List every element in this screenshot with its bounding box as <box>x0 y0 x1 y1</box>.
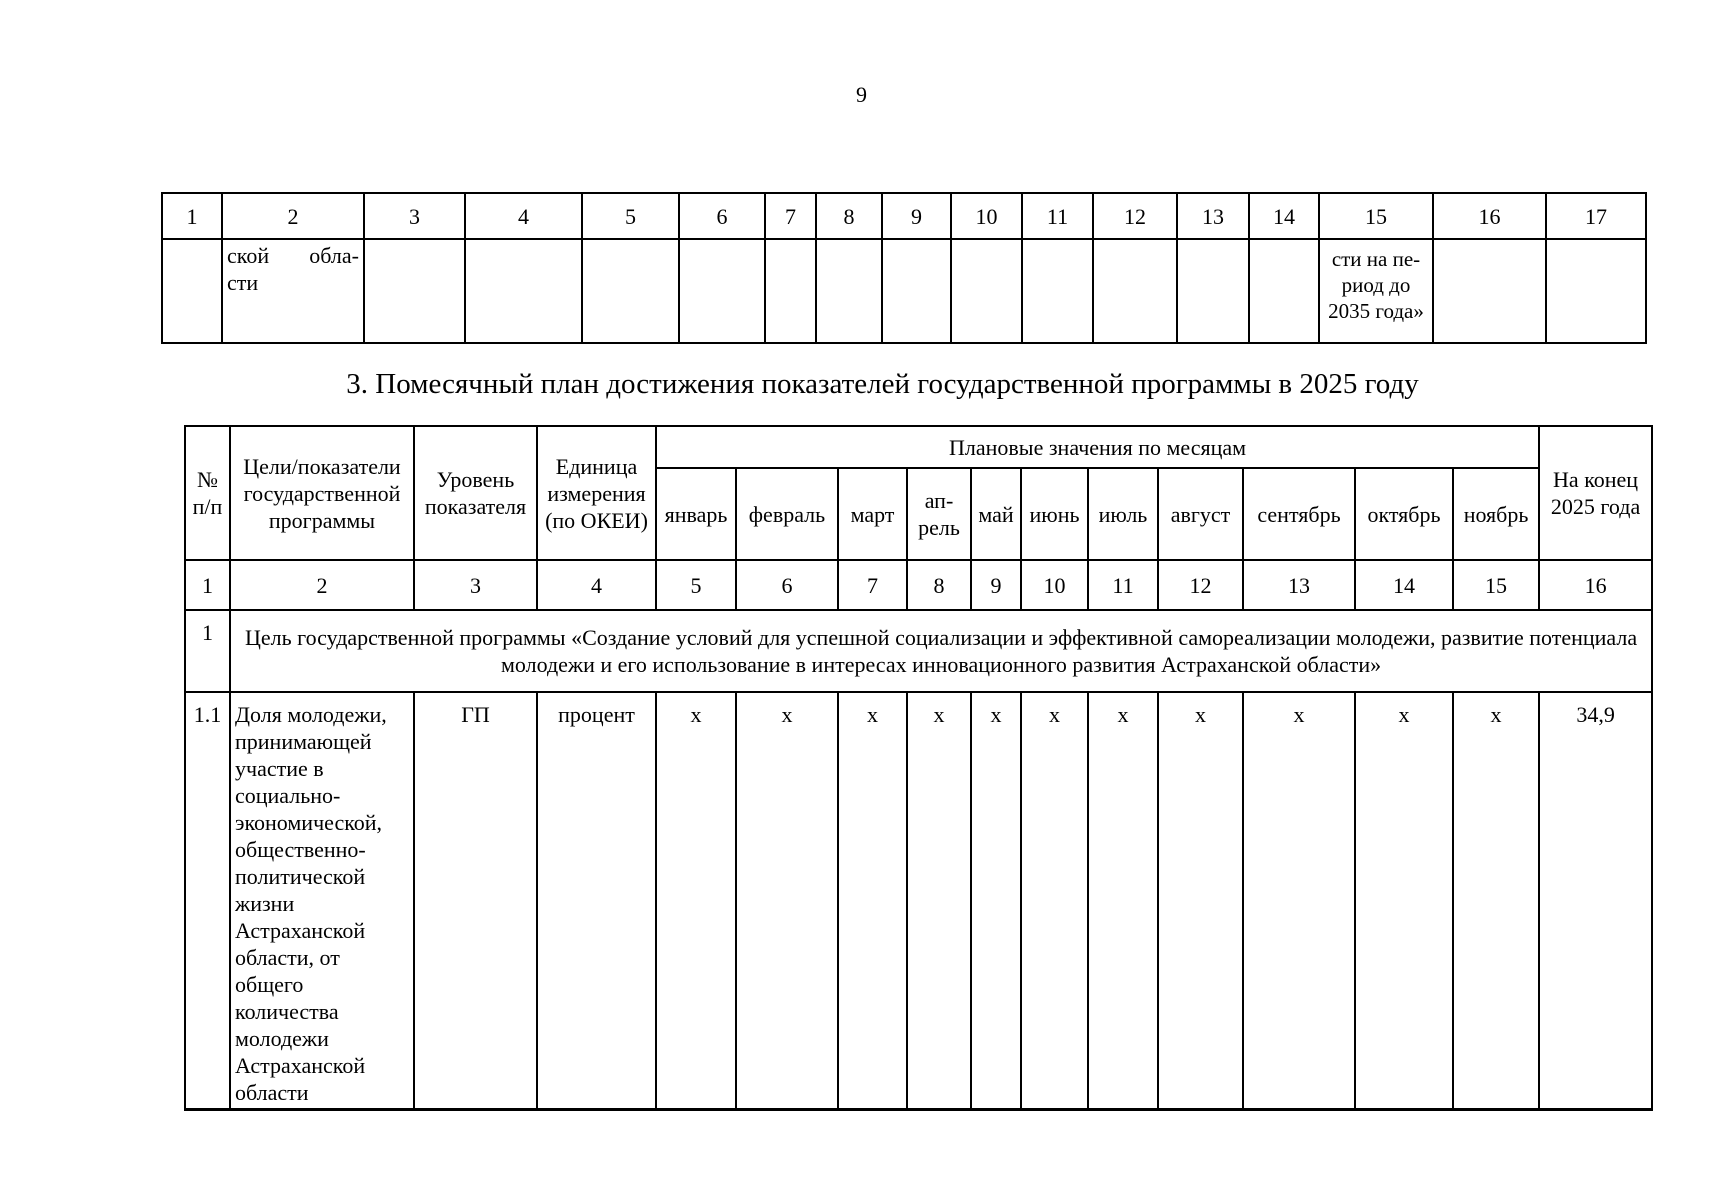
table-cell <box>951 239 1022 343</box>
table-cell <box>162 239 222 343</box>
section-title: 3. Помесячный план достижения показателей государственной программы в 2025 году <box>346 368 1419 400</box>
month-header: июль <box>1088 468 1158 560</box>
table-cell <box>1249 239 1319 343</box>
program-text-line: риод до <box>1341 273 1411 297</box>
monthly-value: х <box>656 692 736 1110</box>
column-number: 6 <box>679 193 765 239</box>
column-number: 15 <box>1319 193 1433 239</box>
monthly-value: х <box>907 692 971 1110</box>
column-number: 15 <box>1453 560 1539 610</box>
column-number: 3 <box>364 193 465 239</box>
table-cell <box>1177 239 1249 343</box>
month-header: февраль <box>736 468 838 560</box>
goal-row <box>185 610 1652 692</box>
table-cell <box>582 239 679 343</box>
column-number: 16 <box>1433 193 1546 239</box>
program-text-line: сти на пе- <box>1331 247 1421 271</box>
goal-number: 1 <box>185 610 230 692</box>
program-text-line: 2035 года» <box>1328 299 1424 323</box>
column-number: 13 <box>1177 193 1249 239</box>
month-header: октябрь <box>1355 468 1453 560</box>
table-cell <box>1022 239 1093 343</box>
column-number: 7 <box>838 560 907 610</box>
column-number: 10 <box>1021 560 1088 610</box>
indicator-unit: процент <box>537 692 656 1110</box>
column-number: 1 <box>185 560 230 610</box>
table-cell <box>1433 239 1546 343</box>
monthly-value: х <box>1088 692 1158 1110</box>
region-text-line: ской обла- <box>227 243 359 268</box>
indicator-name: Доля молодежи, принимающей участие в социально-экономической, общественно-политической жизни Астраханской области, от общего количества молодежи Астраханской области <box>230 692 414 1110</box>
column-number: 1 <box>162 193 222 239</box>
continuation-row <box>162 239 1646 343</box>
table-cell <box>465 239 582 343</box>
column-number: 9 <box>971 560 1021 610</box>
column-number: 10 <box>951 193 1022 239</box>
indicator-number: 1.1 <box>185 692 230 1110</box>
table-cell <box>816 239 882 343</box>
monthly-value: х <box>838 692 907 1110</box>
column-number: 11 <box>1088 560 1158 610</box>
monthly-value: х <box>1243 692 1355 1110</box>
month-header: июнь <box>1021 468 1088 560</box>
page-number: 9 <box>856 82 867 107</box>
monthly-value: х <box>1355 692 1453 1110</box>
column-number: 13 <box>1243 560 1355 610</box>
column-number: 3 <box>414 560 537 610</box>
continuation-column-numbers-row <box>162 193 1646 239</box>
column-number: 11 <box>1022 193 1093 239</box>
column-number: 2 <box>222 193 364 239</box>
header-row <box>185 426 1652 468</box>
column-number: 12 <box>1158 560 1243 610</box>
column-number: 6 <box>736 560 838 610</box>
month-header: май <box>971 468 1021 560</box>
month-header: январь <box>656 468 736 560</box>
table-cell <box>1093 239 1177 343</box>
continuation-table <box>161 192 1647 344</box>
year-end-value: 34,9 <box>1539 692 1652 1110</box>
indicator-row <box>185 692 1652 1110</box>
column-number: 2 <box>230 560 414 610</box>
month-header: ноябрь <box>1453 468 1539 560</box>
monthly-value: х <box>1021 692 1088 1110</box>
column-number: 4 <box>537 560 656 610</box>
column-number: 9 <box>882 193 951 239</box>
monthly-value: х <box>736 692 838 1110</box>
table-cell <box>679 239 765 343</box>
header-level: Уровень показателя <box>414 426 537 560</box>
indicator-level: ГП <box>414 692 537 1110</box>
monthly-value: х <box>1453 692 1539 1110</box>
month-header: март <box>838 468 907 560</box>
header-goals: Цели/показатели государственной программы <box>230 426 414 560</box>
region-text-line: сти <box>227 270 259 295</box>
monthly-value: х <box>1158 692 1243 1110</box>
table-cell <box>1546 239 1646 343</box>
goal-text: Цель государственной программы «Создание условий для успешной социализации и эффективной самореализации молодежи, развитие потенциала молодежи и его использование в интересах инновационного развития Астраханской области» <box>230 610 1652 692</box>
monthly-plan-table <box>184 425 1653 1111</box>
header-year-end: На конец 2025 года <box>1539 426 1652 560</box>
column-number: 14 <box>1249 193 1319 239</box>
column-number: 16 <box>1539 560 1652 610</box>
table-cell <box>882 239 951 343</box>
column-numbers-row <box>185 560 1652 610</box>
table-cell <box>765 239 816 343</box>
column-number: 7 <box>765 193 816 239</box>
column-number: 14 <box>1355 560 1453 610</box>
month-header: август <box>1158 468 1243 560</box>
column-number: 8 <box>816 193 882 239</box>
region-cell <box>222 239 364 343</box>
program-cell <box>1319 239 1433 343</box>
column-number: 12 <box>1093 193 1177 239</box>
monthly-value: х <box>971 692 1021 1110</box>
column-number: 8 <box>907 560 971 610</box>
header-planned-values: Плановые значения по месяцам <box>656 426 1539 468</box>
column-number: 17 <box>1546 193 1646 239</box>
header-unit: Единица измерения (по ОКЕИ) <box>537 426 656 560</box>
table-cell <box>364 239 465 343</box>
column-number: 5 <box>656 560 736 610</box>
month-header: сентябрь <box>1243 468 1355 560</box>
column-number: 4 <box>465 193 582 239</box>
header-number: № п/п <box>185 426 230 560</box>
month-header: ап- рель <box>907 468 971 560</box>
column-number: 5 <box>582 193 679 239</box>
